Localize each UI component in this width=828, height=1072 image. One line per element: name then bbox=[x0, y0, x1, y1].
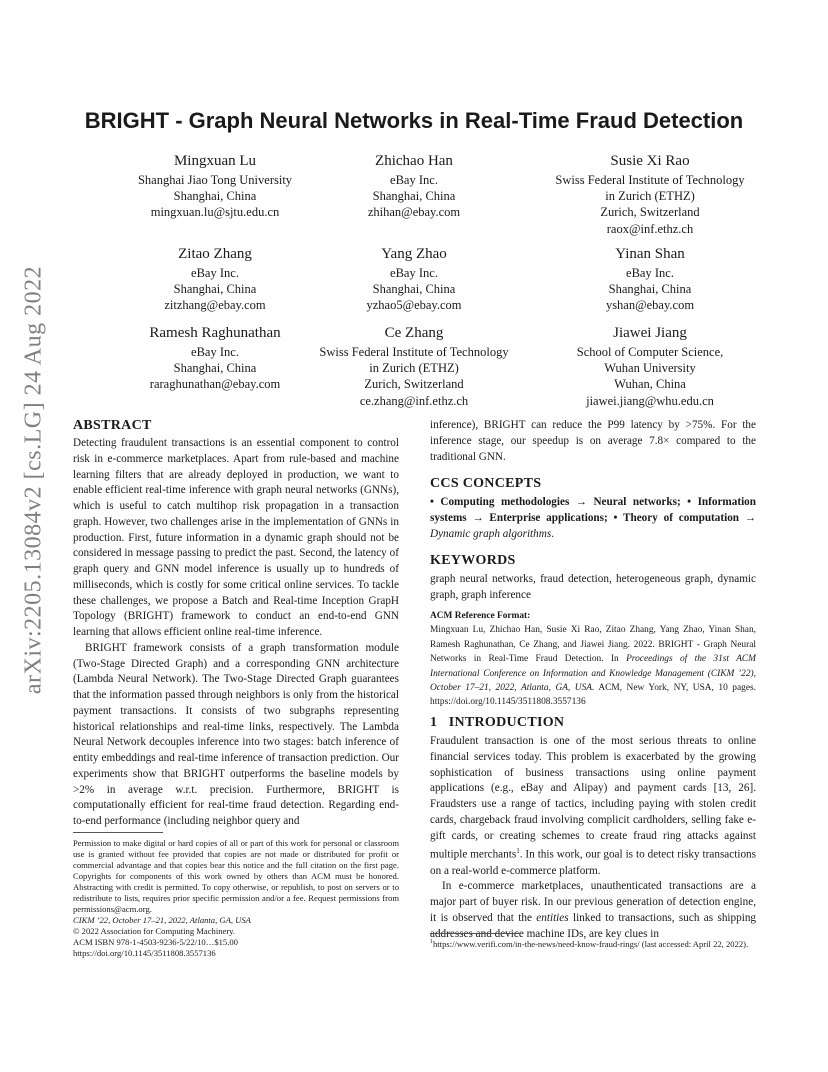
author-name: Ramesh Raghunathan bbox=[149, 325, 281, 341]
author-name: Zitao Zhang bbox=[178, 246, 252, 262]
footnote-marker: 1 bbox=[516, 847, 520, 856]
acm-reference-heading: ACM Reference Format: bbox=[430, 611, 531, 621]
author-name: Zhichao Han bbox=[375, 153, 453, 169]
intro-paragraph bbox=[430, 734, 756, 879]
ccs-term: ; • Theory of computation → bbox=[604, 511, 756, 524]
abstract-continuation bbox=[430, 418, 756, 465]
copyright-line: © 2022 Association for Computing Machinery. bbox=[73, 926, 236, 936]
author-block bbox=[304, 152, 524, 221]
acm-reference-text: ACM, New York, NY, USA, 10 pages. https://doi.org/10.1145/3511808.3557136 bbox=[430, 683, 756, 708]
acm-reference-text: Mingxuan Lu, Zhichao Han, Susie Xi Rao, Zitao Zhang, Yang Zhao, Yinan Shan, Ramesh Raghunathan, Ce Zhang, and Jiawei Jiang. 2022. BRIGHT - Graph Neural Networks in Real-Time Fraud Detection. In bbox=[430, 625, 756, 665]
author-block bbox=[304, 245, 524, 314]
author-name: Jiawei Jiang bbox=[613, 325, 687, 341]
author-email: yzhao5@ebay.com bbox=[366, 298, 462, 313]
author-name: Mingxuan Lu bbox=[173, 153, 257, 169]
author-line: eBay Inc. bbox=[191, 345, 239, 359]
intro-text: linked to transactions, such as shipping addresses and device machine IDs, are key clues in bbox=[430, 911, 757, 940]
author-email: mingxuan.lu@sjtu.edu.cn bbox=[150, 205, 280, 220]
arxiv-sidebar bbox=[14, 265, 54, 695]
author-email: yshan@ebay.com bbox=[605, 298, 695, 313]
arxiv-identifier: arXiv:2205.13084v2 [cs.LG] 24 Aug 2022 bbox=[20, 265, 47, 695]
conference-line: CIKM ’22, October 17–21, 2022, Atlanta, GA, USA bbox=[73, 915, 251, 925]
author-name: Yang Zhao bbox=[381, 246, 447, 262]
keywords-heading: KEYWORDS bbox=[430, 553, 516, 568]
author-line: in Zurich (ETHZ) bbox=[369, 361, 459, 376]
author-line: Shanghai, China bbox=[173, 361, 257, 376]
author-block bbox=[520, 245, 780, 314]
keywords-body bbox=[430, 572, 756, 604]
ccs-body bbox=[430, 495, 756, 542]
author-line: eBay Inc. bbox=[390, 266, 438, 280]
author-line: Wuhan University bbox=[604, 361, 696, 376]
author-email: raraghunathan@ebay.com bbox=[149, 377, 281, 392]
ccs-heading: CCS CONCEPTS bbox=[430, 476, 542, 491]
doi-line: https://doi.org/10.1145/3511808.3557136 bbox=[73, 948, 216, 958]
author-line: Shanghai, China bbox=[608, 282, 692, 297]
abstract-heading: ABSTRACT bbox=[73, 418, 152, 433]
author-line: Zurich, Switzerland bbox=[364, 377, 464, 392]
author-email: zitzhang@ebay.com bbox=[164, 298, 266, 313]
author-email: jiawei.jiang@whu.edu.cn bbox=[586, 393, 714, 408]
author-line: Shanghai, China bbox=[372, 282, 456, 297]
intro-text: In e-commerce marketplaces, unauthenticated transactions are a major part of buyer risk. In our previous generation of detection engine, it is observed that the bbox=[430, 880, 756, 924]
author-line: Shanghai Jiao Tong University bbox=[137, 173, 293, 187]
permission-notice bbox=[73, 838, 399, 959]
footnote-number: 1 bbox=[430, 939, 433, 945]
author-email: ce.zhang@inf.ethz.ch bbox=[359, 393, 469, 408]
abstract-body bbox=[73, 436, 399, 830]
author-line: Wuhan, China bbox=[614, 377, 686, 392]
author-block bbox=[520, 152, 780, 237]
introduction-heading: 1 INTRODUCTION bbox=[430, 715, 565, 730]
ccs-term: ; • Information systems → Enterprise applications bbox=[430, 496, 756, 524]
author-line: Swiss Federal Institute of Technology bbox=[319, 345, 509, 359]
abstract-paragraph: Detecting fraudulent transactions is an essential component to control risk in e-commerce marketplaces. Apart from rule-based and machine learning filters that are already deployed in production, we want to enable efficient real-time inference with graph neural networks (GNNs), which is useful to catch multihop risk propagation in a transaction graph. However, two challenges arise in the implementation of GNNs in production. First, future information in a dynamic graph should not be considered in message passing to predict the past. Second, the latency of graph query and GNN model inference is usually up to hundreds of milliseconds, which is costly for some critical online services. To tackle these challenges, we propose a Batch and Real-time Inception GrapH Topology (BRIGHT) framework to conduct an end-to-end GNN learning that allows efficient online real-time inference. bbox=[73, 437, 399, 638]
introduction-body bbox=[430, 734, 756, 942]
footnote bbox=[430, 937, 756, 950]
author-line: in Zurich (ETHZ) bbox=[605, 189, 695, 204]
footnote-rule bbox=[73, 832, 163, 833]
paper-title: BRIGHT - Graph Neural Networks in Real-Time Fraud Detection bbox=[84, 108, 744, 133]
intro-text: Fraudulent transaction is one of the most serious threats to online financial services today. This problem is exacerbated by the growing sophistication of business transactions using online payment applications (e.g., eBay and Alipay) and payment cards [13, 26]. Fraudsters use a range of tactics, including paying with stolen credit cards, chargeback fraud involving complicit cardholders, selling fake e-gift cards, or creating schemes to create fraud ring attacks against multiple merchants bbox=[430, 735, 756, 861]
author-line: Zurich, Switzerland bbox=[600, 205, 700, 220]
permission-text: Permission to make digital or hard copies of all or part of this work for personal or classroom use is granted without fee provided that copies are not made or distributed for profit or commercial advantage and that copies bear this notice and the full citation on the first page. Copyrights for components of this work owned by others than ACM must be honored. Abstracting with credit is permitted. To copy otherwise, or republish, to post on servers or to redistribute to lists, requires prior specific permission and/or a fee. Request permissions from permissions@acm.org. bbox=[73, 838, 399, 914]
author-block bbox=[304, 324, 524, 409]
author-email: raox@inf.ethz.ch bbox=[606, 221, 694, 236]
author-name: Ce Zhang bbox=[384, 325, 444, 341]
footnote-text: https://www.verifi.com/in-the-news/need-know-fraud-rings/ (last accessed: April 22, 2022). bbox=[433, 938, 749, 949]
author-line: Swiss Federal Institute of Technology bbox=[555, 173, 745, 187]
acm-reference-proceedings: Proceedings of the 31st ACM International Conference on Information and Knowledge Management (CIKM ’22), October 17–21, 2022, Atlanta, GA, USA. bbox=[430, 654, 756, 694]
author-line: Shanghai, China bbox=[372, 189, 456, 204]
isbn-line: ACM ISBN 978-1-4503-9236-5/22/10…$15.00 bbox=[73, 937, 238, 947]
abstract-paragraph: inference), BRIGHT can reduce the P99 latency by >75%. For the inference stage, our speedup is on average 7.8× compared to the traditional GNN. bbox=[430, 419, 756, 463]
footnote-rule bbox=[430, 933, 520, 934]
author-email: zhihan@ebay.com bbox=[367, 205, 461, 220]
author-line: Shanghai, China bbox=[173, 282, 257, 297]
author-line: eBay Inc. bbox=[390, 173, 438, 187]
keywords-text: graph neural networks, fraud detection, heterogeneous graph, dynamic graph, graph inference bbox=[430, 573, 756, 601]
author-line: School of Computer Science, bbox=[576, 345, 724, 359]
ccs-punct: . bbox=[551, 527, 554, 540]
abstract-paragraph: BRIGHT framework consists of a graph transformation module (Two-Stage Directed Graph) and a corresponding GNN architecture (Lambda Neural Network). The Two-Stage Directed Graph guarantees that the information passed through neighbors is only from the historical payment transactions. It consists of two subgraphs representing historical relationships and real-time links, respectively. The Lambda Neural Network decouples inference into two stages: batch inference of entity embeddings and real-time inference of transaction prediction. Our experiments show that BRIGHT outperforms the baseline models by >2% in average w.r.t. precision. Furthermore, BRIGHT is computationally efficient for real-time fraud detection. Regarding end-to-end performance (including neighbor query and bbox=[73, 641, 399, 827]
ccs-term: • Computing methodologies → Neural networks bbox=[430, 496, 677, 508]
author-name: Yinan Shan bbox=[615, 246, 685, 262]
author-name: Susie Xi Rao bbox=[610, 153, 690, 169]
ccs-term: Dynamic graph algorithms bbox=[430, 527, 552, 540]
author-line: Shanghai, China bbox=[173, 189, 257, 204]
author-line: eBay Inc. bbox=[626, 266, 674, 280]
intro-emphasis: entities bbox=[536, 911, 569, 924]
author-block bbox=[520, 324, 780, 409]
author-line: eBay Inc. bbox=[191, 266, 239, 280]
acm-reference bbox=[430, 609, 756, 710]
intro-text: . In this work, our goal is to detect risky transactions on a real-world e-commerce platform. bbox=[430, 848, 756, 877]
